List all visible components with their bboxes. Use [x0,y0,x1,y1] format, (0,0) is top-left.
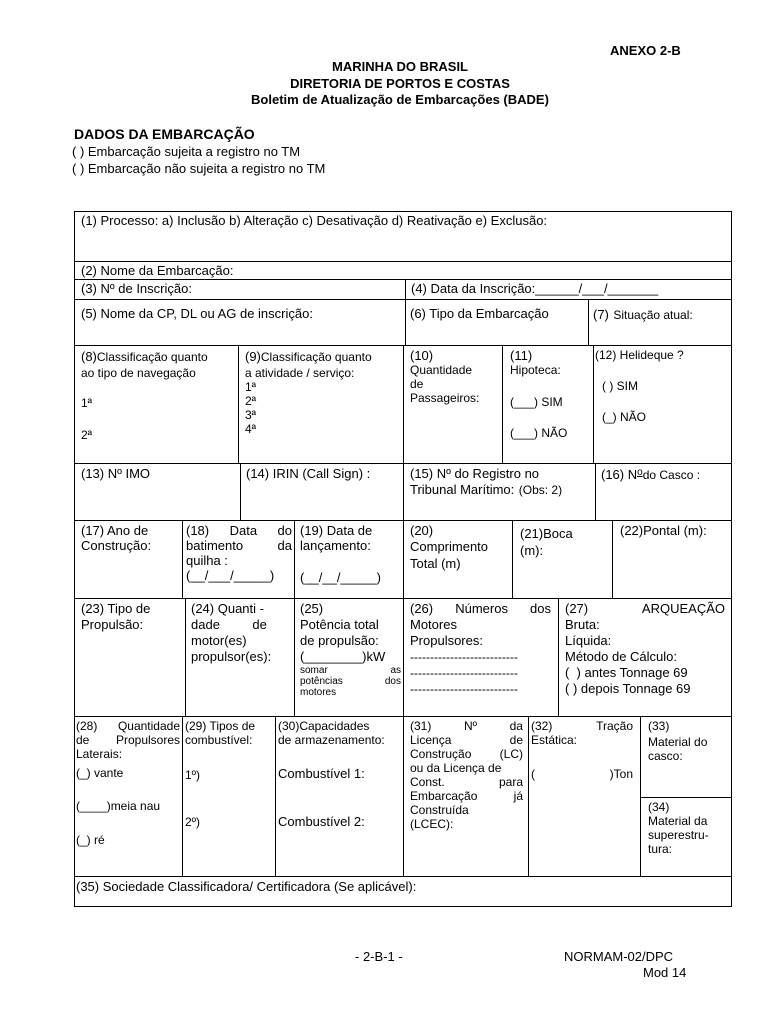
field-20-total-length[interactable] [410,523,488,572]
field-19-label-2: lançamento: [300,538,371,553]
field-17-label-1: (17) Ano de [81,523,149,538]
field-13-imo-number[interactable]: (13) Nº IMO [81,466,151,481]
field-12-helideck[interactable]: (12) Helideque ? [595,348,684,362]
field-9-activity-class[interactable] [245,348,372,436]
field-31-number: (31) [410,719,432,733]
field-19-label-1: (19) Data de [300,523,373,538]
field-18-word-2: Data [229,523,258,538]
field-26-entry-1[interactable]: --------------------------- [410,650,518,664]
field-21-beam[interactable] [520,525,573,559]
field-8-navigation-class[interactable] [81,348,208,380]
field-34-superstructure-material[interactable] [648,800,709,856]
field-26-entry-3[interactable]: --------------------------- [410,682,518,696]
field-11-option-yes[interactable]: (___) SIM [510,395,563,409]
field-32-label-1: Tração [596,719,633,733]
field-28-label-3: Laterais: [76,747,123,761]
field-24-motor-quantity[interactable] [191,601,271,665]
field-25-note-word-4: dos [384,676,401,687]
field-9-number: (9) [245,349,261,364]
field-11-number: (11) [510,348,533,363]
field-16-hull-number[interactable] [601,466,700,484]
field-33-label-1: Material do [648,735,708,749]
field-27-option-after[interactable]: ( ) depois Tonnage 69 [565,681,691,696]
field-31-word-4: Licença [410,733,452,747]
field-10-number: (10) [410,348,434,363]
field-8-option-1[interactable]: 1ª [81,396,93,410]
field-25-kw-blank: (________)kW [300,649,386,664]
field-29-fuel-2[interactable]: 2º) [185,815,201,829]
field-12-option-no[interactable]: (_) NÃO [602,410,647,424]
field-25-note-word-2: as [390,665,401,676]
field-33-hull-material[interactable] [648,719,707,763]
field-20-label-1: Comprimento [410,539,489,554]
field-24-label-1: (24) Quanti - [191,601,264,616]
field-15-label-1: (15) Nº do Registro no [410,466,540,481]
field-25-total-power[interactable] [300,601,401,698]
field-29-label-2: combustível: [185,733,253,747]
field-31-word-6: Construção [410,747,472,761]
field-15-obs: (Obs: 2) [518,483,563,497]
field-3-registration-number[interactable]: (3) Nº de Inscrição: [81,281,192,296]
field-15-label-2: Tribunal Marítimo: [410,482,515,497]
field-31-word-8: Const. [410,775,445,789]
field-33-number: (33) [648,719,670,733]
field-30-storage-capacity[interactable] [278,719,385,747]
registry-option-subject[interactable]: ( ) Embarcação sujeita a registro no TM [72,144,301,159]
field-34-number: (34) [648,800,670,814]
field-11-mortgage[interactable] [510,348,561,377]
field-28-label-1: Quantidade [117,719,180,733]
field-31-construction-license[interactable] [410,719,523,831]
field-28-option-stern[interactable]: (_) ré [76,833,105,847]
field-18-word-3: do [277,523,292,538]
field-31-label-8: (LCEC): [410,817,454,831]
field-10-label-2: de [410,377,424,391]
field-11-option-no[interactable]: (___) NÃO [510,426,568,440]
field-8-label-2: ao tipo de navegação [81,366,196,380]
section-title: DADOS DA EMBARCAÇÃO [74,126,255,142]
field-23-label-1: (23) Tipo de [81,601,151,616]
field-31-label-7: Construída [410,803,469,817]
field-10-passengers[interactable] [410,348,479,405]
field-18-keel-date[interactable] [186,523,292,583]
field-8-number: (8) [81,349,97,364]
field-25-label-1: Potência total [300,617,379,632]
field-25-note-word-1: somar [300,665,328,676]
field-24-label-4: propulsor(es): [191,649,272,664]
field-30-label-1: (30)Capacidades [278,719,370,733]
field-31-word-11: já [513,789,523,803]
field-27-gross: Bruta: [565,617,600,632]
field-26-label-3: Propulsores: [410,633,483,648]
field-9-label-2: a atividade / serviço: [245,366,355,380]
org-name: MARINHA DO BRASIL [331,59,468,74]
field-30-fuel-1[interactable]: Combustível 1: [278,766,365,781]
annex-label: ANEXO 2-B [610,43,681,58]
field-34-label-2: superestru- [648,828,709,842]
field-14-call-sign[interactable]: (14) IRIN (Call Sign) : [246,466,371,481]
field-34-label-3: tura: [648,842,673,856]
field-27-method: Método de Cálculo: [565,649,678,664]
field-31-word-3: da [509,719,523,733]
field-24-label-2: dade de [191,617,267,632]
field-10-label-3: Passageiros: [410,391,480,405]
field-7-label: Situação atual: [613,308,693,322]
field-31-word-2: Nº [463,719,478,733]
field-29-fuel-types[interactable] [185,719,255,747]
field-16-label: do Casco : [642,468,701,482]
field-9-option-1[interactable]: 1ª [245,380,257,394]
field-26-word-3: dos [530,601,551,616]
field-18-word-5: da [277,538,292,553]
field-8-label-1: Classificação quanto [96,350,208,364]
field-33-label-2: casco: [648,749,683,763]
field-23-propulsion-type[interactable] [81,601,150,633]
field-29-label-1: (29) Tipos de [185,719,256,733]
field-7-number: (7) [593,307,609,322]
field-23-label-2: Propulsão: [81,617,144,632]
field-20-number: (20) [410,523,434,538]
field-8-option-2[interactable]: 2ª [81,428,93,442]
field-28-word-2: de [76,733,90,747]
field-35-classification-society[interactable]: (35) Sociedade Classificadora/ Certificadora (Se aplicável): [76,879,417,894]
field-25-note-word-3: potências [300,676,343,687]
field-26-label-2: Motores [410,617,457,632]
field-32-label-2: Estática: [531,733,578,747]
field-27-option-before[interactable]: ( ) antes Tonnage 69 [565,665,688,680]
page-number: - 2-B-1 - [355,949,403,964]
field-11-label: Hipoteca: [510,363,561,377]
field-16-ordinal: o [637,467,643,478]
field-26-word-1: (26) [410,601,434,616]
field-25-label-2: de propulsão: [300,633,379,648]
field-27-title: ARQUEAÇÃO [641,601,725,616]
field-31-label-4: ou da Licença de [410,761,502,775]
field-27-tonnage[interactable] [565,601,725,697]
field-6-vessel-type[interactable]: (6) Tipo da Embarcação [410,306,549,321]
field-18-label-3: quilha : [186,553,228,568]
field-21-label-1: (21)Boca [520,526,573,541]
field-28-number: (28) [76,719,98,733]
field-31-word-7: (LC) [499,747,523,761]
field-29-fuel-1[interactable]: 1º) [185,768,201,782]
field-7-current-status[interactable] [593,306,693,324]
field-9-label-1: Classificação quanto [260,350,372,364]
field-26-word-2: Números [455,601,508,616]
field-32-paren-open: ( [531,767,535,781]
field-30-fuel-2[interactable]: Combustível 2: [278,814,365,829]
document-title: Boletim de Atualização de Embarcações (BADE) [251,92,549,107]
field-4-registration-date[interactable]: (4) Data da Inscrição:______/___/_______ [411,281,659,296]
field-24-label-3: motor(es) [191,633,247,648]
field-26-entry-2[interactable]: --------------------------- [410,666,518,680]
field-9-option-3[interactable]: 3ª [245,408,257,422]
field-28-option-bow[interactable]: (_) vante [76,766,124,780]
field-30-label-2: de armazenamento: [278,733,385,747]
field-25-note-word-5: motores [300,687,337,698]
field-20-label-2: Total (m) [410,556,461,571]
field-31-word-9: para [498,775,523,789]
directorate-name: DIRETORIA DE PORTOS E COSTAS [290,76,510,91]
norm-reference: NORMAM-02/DPC [564,949,674,964]
field-9-option-4[interactable]: 4ª [245,422,257,436]
field-31-word-10: Embarcação [410,789,478,803]
field-32-bollard-pull[interactable] [531,719,633,781]
field-27-number: (27) [565,601,589,616]
field-28-lateral-propulsors[interactable] [76,719,180,761]
field-31-word-5: de [509,733,523,747]
field-16-number: (16) N [601,467,638,482]
field-32-unit: )Ton [609,767,633,781]
field-22-depth[interactable]: (22)Pontal (m): [620,523,707,538]
field-15-maritime-court-registry[interactable] [410,466,562,499]
field-27-net: Líquida: [565,633,612,648]
field-25-number: (25) [300,601,324,616]
field-28-option-midship[interactable]: (____)meia nau [76,799,161,813]
field-34-label-1: Material da [648,814,708,828]
field-1-process[interactable]: (1) Processo: a) Inclusão b) Alteração c) Desativação d) Reativação e) Exclusão: [81,213,548,228]
field-5-office-name[interactable]: (5) Nome da CP, DL ou AG de inscrição: [81,306,313,321]
field-21-label-2: (m): [520,543,544,558]
field-18-word-4: batimento [186,538,244,553]
field-9-option-2[interactable]: 2ª [245,394,257,408]
field-12-option-yes[interactable]: ( ) SIM [602,379,638,393]
field-32-number: (32) [531,719,553,733]
field-18-word-1: (18) [186,523,210,538]
field-18-date-blank: (__/___/_____) [186,568,275,583]
field-10-label-1: Quantidade [410,363,473,377]
field-28-word-3: Propulsores [115,733,180,747]
norm-modification: Mod 14 [643,965,687,980]
field-2-vessel-name[interactable]: (2) Nome da Embarcação: [81,263,234,278]
field-17-construction-year[interactable] [81,523,151,553]
registry-option-not-subject[interactable]: ( ) Embarcação não sujeita a registro no TM [72,161,326,176]
field-19-date-blank: (__/__/_____) [300,570,381,585]
field-19-launch-date[interactable] [300,523,381,585]
field-17-label-2: Construção: [81,538,152,553]
field-26-motor-numbers[interactable] [410,601,551,697]
